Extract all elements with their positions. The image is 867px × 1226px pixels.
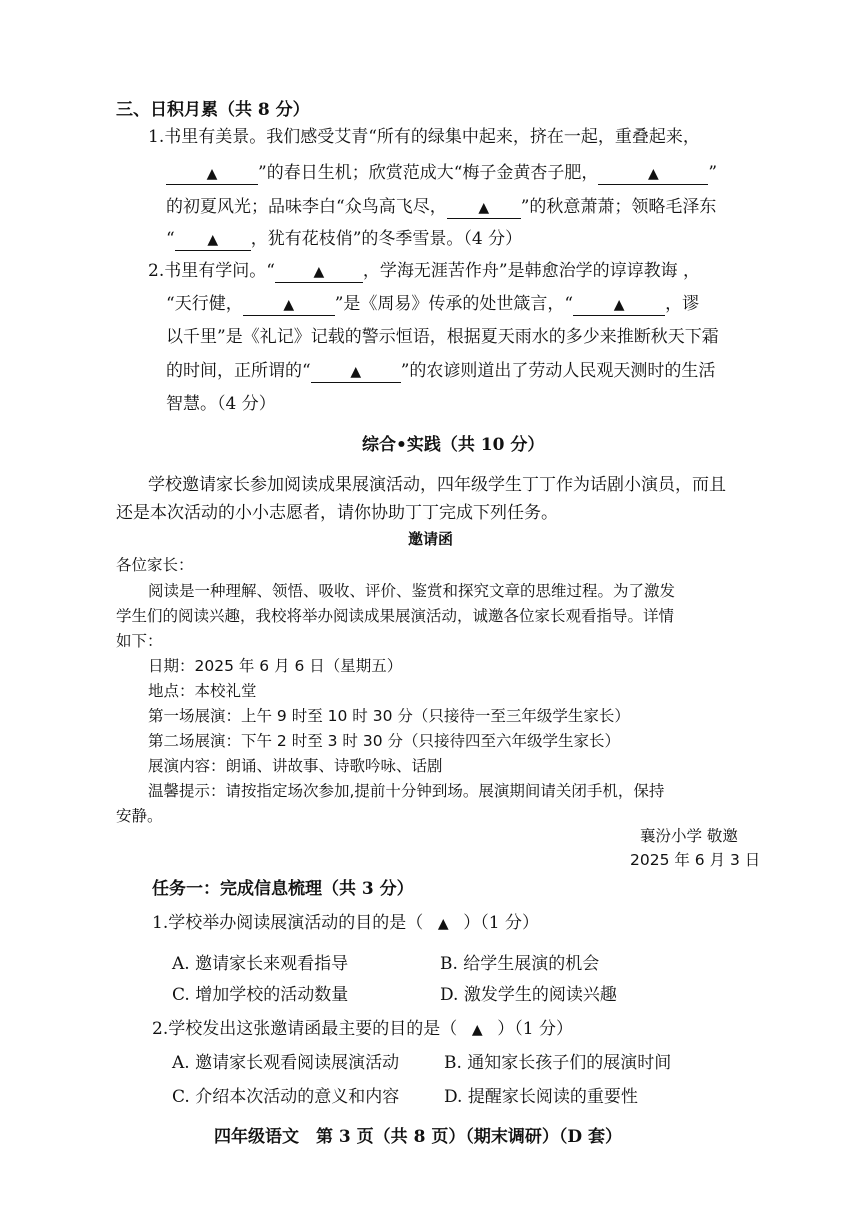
answer-blank[interactable] [275,261,363,283]
invitation-content: 展演内容：朗诵、讲故事、诗歌吟咏、话剧 [148,757,443,775]
triangle-marker-icon: ▲ [613,297,625,313]
page-footer: 四年级语文 第 3 页（共 8 页）（期末调研）（D 套） [214,1127,622,1147]
invitation-paragraph-line2: 学生们的阅读兴趣，我校将举办阅读成果展演活动，诚邀各位家长观看指导。详情 [116,607,675,625]
q2-text: 的时间，正所谓的“ [166,361,311,381]
q1-text: ”的春日生机；欣赏范成大“梅子金黄杏子肥， [258,163,599,183]
q1-text: ” [708,163,718,183]
invitation-date: 日期：2025 年 6 月 6 日（星期五） [148,657,403,675]
invitation-show-1: 第一场展演：上午 9 时至 10 时 30 分（只接待一至三年级学生家长） [148,707,630,725]
answer-blank[interactable] [573,294,665,316]
invitation-tip-line2: 安静。 [116,807,163,825]
triangle-marker-icon: ▲ [206,166,218,182]
task1-q1-option-d[interactable]: D. 激发学生的阅读兴趣 [440,985,617,1005]
q2-text: ”的农谚则道出了劳动人民观天测时的生活 [400,361,716,381]
task1-q2-option-d[interactable]: D. 提醒家长阅读的重要性 [444,1087,638,1107]
answer-blank[interactable] [311,361,401,383]
q2-line5: 智慧。（4 分） [166,394,276,414]
q1-text: ，犹有花枝俏”的冬季雪景。（4 分） [250,229,523,249]
invitation-sign-date: 2025 年 6 月 3 日 [630,851,761,869]
q1-text: ”的秋意萧萧；领略毛泽东 [520,197,717,217]
q-stem-text: 1.学校举办阅读展演活动的目的是（ [152,913,424,933]
answer-slot[interactable]: ▲ [471,1022,483,1038]
triangle-marker-icon: ▲ [207,232,219,248]
q2-line1 [148,260,700,283]
q1-text: 的初夏风光；品味李白“众鸟高飞尽， [166,197,447,217]
answer-blank[interactable] [447,197,521,219]
q2-line2 [166,293,699,316]
invitation-title: 邀请函 [408,530,454,548]
task1-q1-option-b[interactable]: B. 给学生展演的机会 [440,954,600,974]
task1-q2-option-c[interactable]: C. 介绍本次活动的意义和内容 [172,1087,400,1107]
task1-q2-option-b[interactable]: B. 通知家长孩子们的展演时间 [444,1053,672,1073]
answer-blank[interactable] [598,163,708,185]
q2-line3: 以千里”是《礼记》记载的警示恒语，根据夏天雨水的多少来推断秋天下霜 [166,327,719,347]
task1-title: 任务一：完成信息梳理（共 3 分） [152,879,414,899]
practice-intro-line2: 还是本次活动的小小志愿者，请你协助丁丁完成下列任务。 [116,503,558,523]
q-stem-text: 2.学校发出这张邀请函最主要的目的是（ [152,1019,458,1039]
q-stem-text: ）（1 分） [497,1019,573,1039]
invitation-paragraph-line3: 如下： [116,632,163,650]
invitation-tip-line1: 温馨提示：请按指定场次参加,提前十分钟到场。展演期间请关闭手机，保持 [148,782,665,800]
triangle-marker-icon: ▲ [478,200,490,216]
triangle-marker-icon: ▲ [283,297,295,313]
answer-blank[interactable] [243,294,335,316]
q2-text: 2.书里有学问。“ [148,261,275,281]
q-stem-text: ）（1 分） [463,913,539,933]
q1-line4 [166,228,522,251]
q2-text: ，谬 [665,294,700,314]
task1-q2-option-a[interactable]: A. 邀请家长观看阅读展演活动 [172,1053,400,1073]
invitation-place: 地点：本校礼堂 [148,682,257,700]
task1-q1-option-c[interactable]: C. 增加学校的活动数量 [172,985,349,1005]
answer-blank[interactable] [166,163,258,185]
practice-intro-line1: 学校邀请家长参加阅读成果展演活动，四年级学生丁丁作为话剧小演员，而且 [148,475,726,495]
task1-q1-option-a[interactable]: A. 邀请家长来观看指导 [172,954,349,974]
q2-text: ”是《周易》传承的处世箴言，“ [334,294,574,314]
q1-text: “ [166,229,175,249]
invitation-show-2: 第二场展演：下午 2 时至 3 时 30 分（只接待四至六年级学生家长） [148,732,621,750]
triangle-marker-icon: ▲ [313,264,325,280]
invitation-paragraph-line1: 阅读是一种理解、领悟、吸收、评价、鉴赏和探究文章的思维过程。为了激发 [148,582,676,600]
q1-line2 [166,162,717,185]
triangle-marker-icon: ▲ [648,166,659,182]
q1-line1: 1.书里有美景。我们感受艾青“所有的绿集中起来，挤在一起，重叠起来， [148,127,700,147]
practice-title: 综合•实践（共 10 分） [362,435,545,455]
answer-blank[interactable] [175,229,251,251]
q1-line3 [166,196,716,219]
invitation-sender: 襄汾小学 敬邀 [640,827,738,845]
triangle-marker-icon: ▲ [350,364,362,380]
section-3-title: 三、日积月累（共 8 分） [116,100,310,120]
task1-q1-stem [152,912,539,935]
q2-text: “天行健， [166,294,243,314]
answer-slot[interactable]: ▲ [437,916,449,932]
q2-line4 [166,360,715,383]
invitation-greeting: 各位家长： [116,556,194,574]
task1-q2-stem [152,1018,573,1041]
q2-text: ，学海无涯苦作舟”是韩愈治学的谆谆教诲 ， [362,261,701,281]
